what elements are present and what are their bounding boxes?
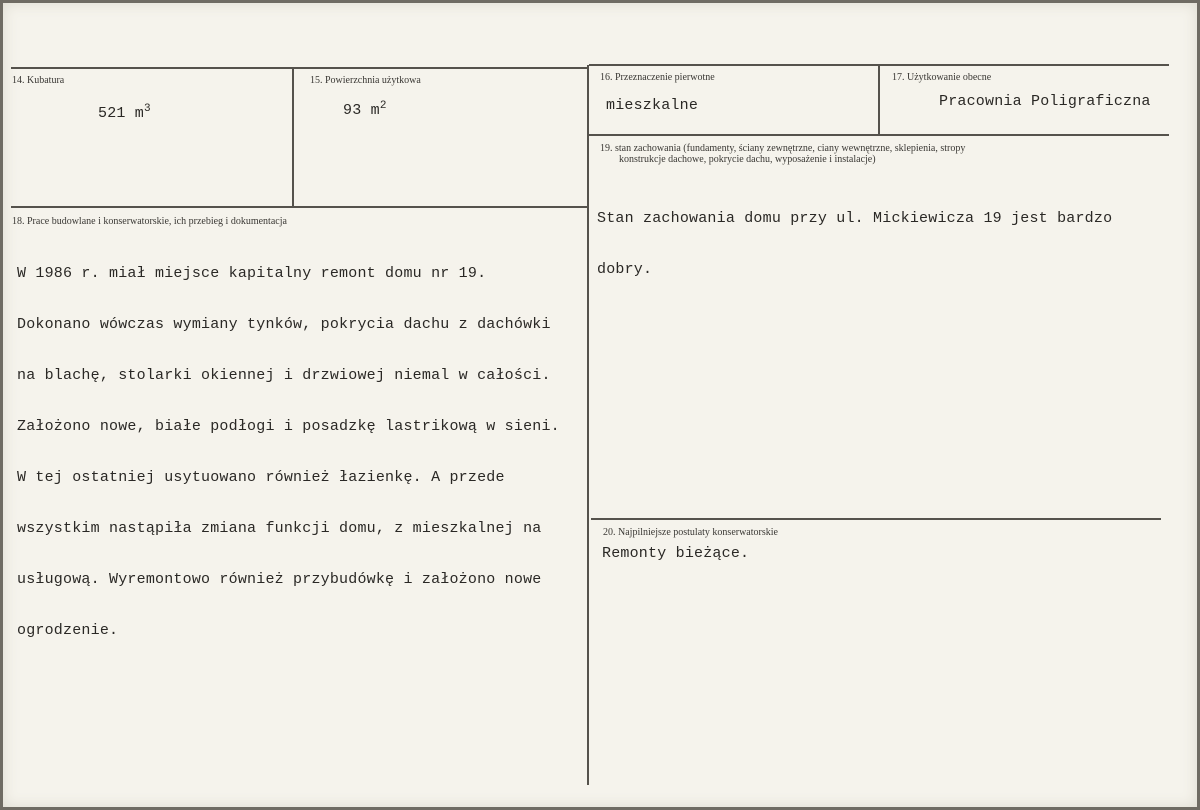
- field-18-line: wszystkim nastąpiła zmiana funkcji domu, z mieszkalnej na: [17, 520, 542, 537]
- kubatura-value: 521 m: [98, 105, 145, 122]
- field-14-label: 14. Kubatura: [12, 75, 65, 86]
- field-19-line: dobry.: [597, 261, 653, 278]
- field-20-value: Remonty bieżące.: [602, 545, 750, 562]
- field-19-label-line2: konstrukcje dachowe, pokrycie dachu, wyposażenie i instalacje): [619, 154, 876, 165]
- field-19-label-line1: 19. stan zachowania (fundamenty, ściany zewnętrzne, ciany wewnętrzne, sklepienia, stropy: [600, 143, 966, 154]
- field-18-line: usługową. Wyremontowo również przybudówkę i założono nowe: [17, 571, 542, 588]
- top-rule-left: [11, 67, 589, 69]
- field-18-text: [17, 231, 560, 673]
- field-18-line: W tej ostatniej usytuowano również łazienkę. A przede: [17, 469, 505, 486]
- area-value: 93 m: [343, 102, 380, 119]
- field-18-label: 18. Prace budowlane i konserwatorskie, ich przebieg i dokumentacja: [12, 216, 287, 227]
- record-card: [3, 3, 1197, 807]
- field-14-value: [98, 105, 151, 122]
- field-15-label: 15. Powierzchnia użytkowa: [310, 75, 421, 86]
- field-19-text: [597, 176, 1112, 312]
- divider-16-17: [878, 65, 880, 135]
- field-18-line: Założono nowe, białe podłogi i posadzkę lastrikową w sieni.: [17, 418, 560, 435]
- field-18-line: ogrodzenie.: [17, 622, 119, 639]
- field-18-line: na blachę, stolarki okiennej i drzwiowej niemal w całości.: [17, 367, 551, 384]
- area-unit-exponent: 2: [379, 100, 387, 112]
- field-19-line: Stan zachowania domu przy ul. Mickiewicza 19 jest bardzo: [597, 210, 1113, 227]
- kubatura-unit-exponent: 3: [144, 103, 151, 115]
- rule-above-18: [11, 206, 589, 208]
- field-20-label: 20. Najpilniejsze postulaty konserwatorskie: [603, 527, 778, 538]
- field-17-label: 17. Użytkowanie obecne: [892, 72, 992, 83]
- field-18-line: W 1986 r. miał miejsce kapitalny remont domu nr 19.: [17, 265, 487, 282]
- field-15-value: [343, 102, 387, 119]
- rule-below-16-17: [589, 134, 1169, 136]
- divider-14-15: [292, 68, 294, 208]
- rule-above-20: [591, 518, 1161, 520]
- divider-center: [587, 65, 589, 785]
- field-17-value: Pracownia Poligraficzna: [939, 93, 1151, 110]
- field-18-line: Dokonano wówczas wymiany tynków, pokrycia dachu z dachówki: [17, 316, 551, 333]
- field-16-label: 16. Przeznaczenie pierwotne: [600, 72, 715, 83]
- field-16-value: mieszkalne: [606, 97, 699, 114]
